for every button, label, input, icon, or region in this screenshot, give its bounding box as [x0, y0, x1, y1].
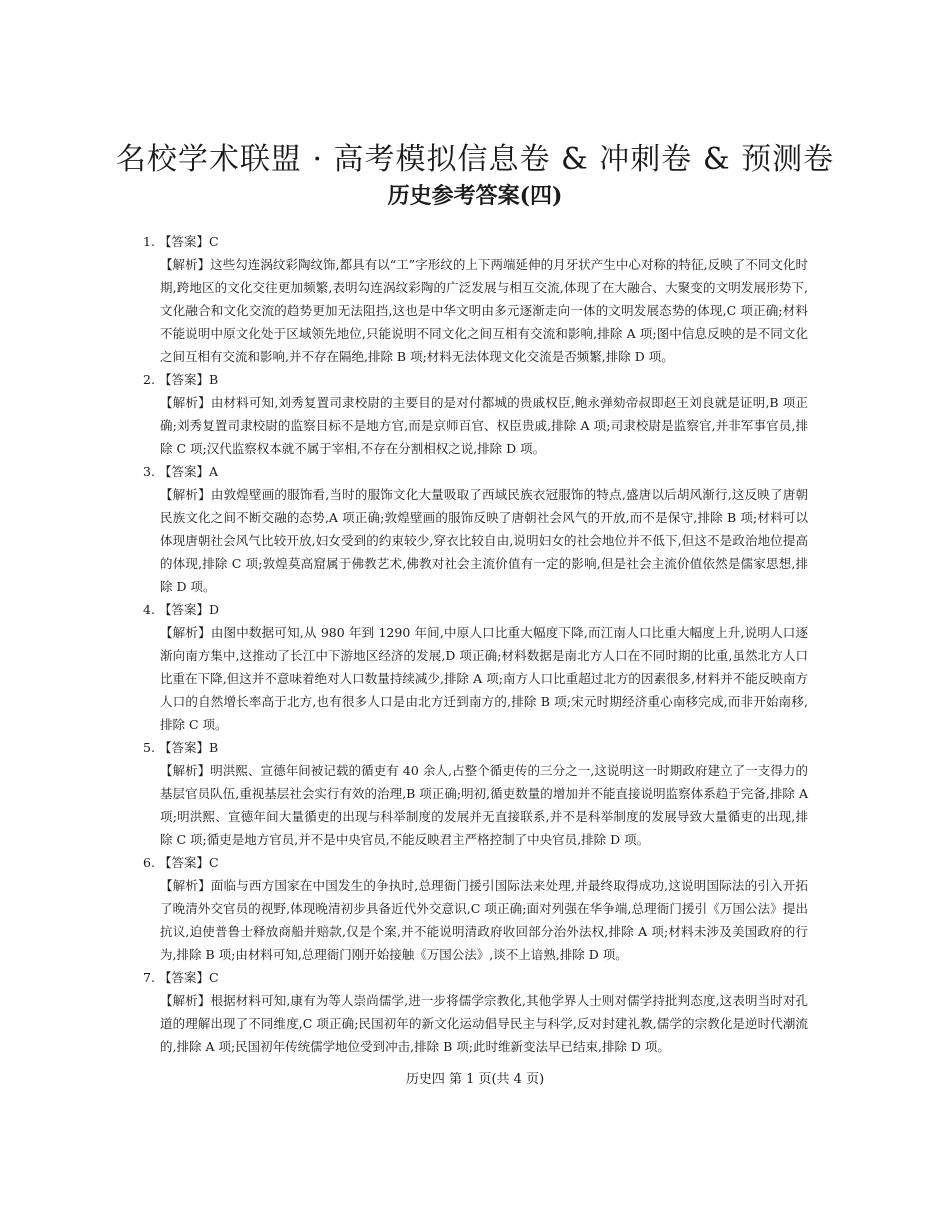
answer-text: 【答案】D — [159, 602, 220, 617]
question-number: 2. — [143, 372, 155, 387]
question-item — [143, 598, 808, 736]
answers-list — [143, 230, 808, 1058]
answer-text: 【答案】A — [159, 464, 219, 479]
page-title: 名校学术联盟 · 高考模拟信息卷 & 冲刺卷 & 预测卷 — [115, 142, 835, 177]
question-answer — [143, 598, 808, 621]
question-analysis: 【解析】明洪熙、宣德年间被记载的循吏有 40 余人,占整个循吏传的三分之一,这说明这一时期政府建立了一支得力的基层官员队伍,重视基层社会实行有效的治理,B 项正确;明初,循吏数量的增加并不能直接说明监察体系趋于完备,排除 A 项;明洪熙、宣德年间大量循吏的出现与科举制度的发展并无直接联系,并不是科举制度的发展导致大量循吏的出现,排除 C 项;循吏是地方官员,并不是中央官员,不能反映君主严格控制了中央官员,排除 D 项。 — [160, 763, 808, 847]
question-analysis: 【解析】面临与西方国家在中国发生的争执时,总理衙门援引国际法来处理,并最终取得成功,这说明国际法的引入开拓了晚清外交官员的视野,体现晚清初步具备近代外交意识,C 项正确;面对列强在华争端,总理衙门援引《万国公法》提出抗议,迫使普鲁士释放商船并赔款,仅是个案,并不能说明清政府收回部分治外法权,排除 A 项;材料未涉及美国政府的行为,排除 B 项;由材料可知,总理衙门刚开始接触《万国公法》,谈不上谙熟,排除 D 项。 — [160, 878, 808, 962]
question-item — [143, 230, 808, 368]
answer-text: 【答案】B — [159, 372, 219, 387]
page-subtitle: 历史参考答案(四) — [387, 183, 563, 209]
question-number: 5. — [143, 740, 155, 755]
answer-text: 【答案】C — [159, 855, 219, 870]
question-answer — [143, 851, 808, 874]
question-item — [143, 368, 808, 460]
question-number: 7. — [143, 970, 155, 985]
question-answer — [143, 460, 808, 483]
question-item — [143, 460, 808, 598]
question-analysis: 【解析】由敦煌壁画的服饰看,当时的服饰文化大量吸取了西域民族衣冠服饰的特点,盛唐以后胡风渐行,这反映了唐朝民族文化之间不断交融的态势,A 项正确;敦煌壁画的服饰反映了唐朝社会风气的开放,而不是保守,排除 B 项;材料可以体现唐朝社会风气比较开放,妇女受到的约束较少,穿衣比较自由,说明妇女的社会地位并不低下,但这不是政治地位提高的体现,排除 C 项;敦煌莫高窟属于佛教艺术,佛教对社会主流价值有一定的影响,但是社会主流价值依然是儒家思想,排除 D 项。 — [160, 487, 808, 594]
page-footer: 历史四 第 1 页(共 4 页) — [405, 1072, 545, 1087]
question-answer — [143, 736, 808, 759]
question-analysis: 【解析】由图中数据可知,从 980 年到 1290 年间,中原人口比重大幅度下降,而江南人口比重大幅度上升,说明人口逐渐向南方集中,这推动了长江中下游地区经济的发展,D 项正确;材料数据是南北方人口在不同时期的比重,虽然北方人口比重在下降,但这并不意味着绝对人口数量持续减少,排除 A 项;南方人口比重超过北方的因素很多,材料并不能反映南方人口的自然增长率高于北方,也有很多人口是由北方迁到南方的,排除 B 项;宋元时期经济重心南移完成,而非开始南移,排除 C 项。 — [160, 625, 808, 732]
question-number: 3. — [143, 464, 155, 479]
question-analysis: 【解析】这些勾连涡纹彩陶纹饰,都具有以“工”字形纹的上下两端延伸的月牙状产生中心对称的特征,反映了不同文化时期,跨地区的文化交往更加频繁,表明勾连涡纹彩陶的广泛发展与相互交流,体现了在大融合、大聚变的文明发展形势下,文化融合和文化交流的趋势更加无法阻挡,这也是中华文明由多元逐渐走向一体的文明发展态势的体现,C 项正确;材料不能说明中原文化处于区域领先地位,只能说明不同文化之间互相有交流和影响,排除 A 项;图中信息反映的是不同文化之间互相有交流和影响,并不存在隔绝,排除 B 项;材料无法体现文化交流是否频繁,排除 D 项。 — [160, 257, 808, 364]
question-number: 6. — [143, 855, 155, 870]
question-item — [143, 736, 808, 851]
question-item — [143, 851, 808, 966]
question-answer — [143, 966, 808, 989]
question-analysis: 【解析】根据材料可知,康有为等人崇尚儒学,进一步将儒学宗教化,其他学界人士则对儒学持批判态度,这表明当时对孔道的理解出现了不同维度,C 项正确;民国初年的新文化运动倡导民主与科学,反对封建礼教,儒学的宗教化是逆时代潮流的,排除 A 项;民国初年传统儒学地位受到冲击,排除 B 项;此时维新变法早已结束,排除 D 项。 — [160, 993, 808, 1054]
question-analysis: 【解析】由材料可知,刘秀复置司隶校尉的主要目的是对付都城的贵戚权臣,鲍永弹劾帝叔即赵王刘良就是证明,B 项正确;刘秀复置司隶校尉的监察目标不是地方官,而是京师百官、权臣贵戚,排除 A 项;司隶校尉是监察官,并非军事官员,排除 C 项;汉代监察权本就不属于宰相,不存在分割相权之说,排除 D 项。 — [160, 395, 808, 456]
answer-text: 【答案】C — [159, 970, 219, 985]
question-number: 4. — [143, 602, 155, 617]
answer-text: 【答案】B — [159, 740, 219, 755]
question-answer — [143, 230, 808, 253]
answer-text: 【答案】C — [159, 234, 219, 249]
question-answer — [143, 368, 808, 391]
question-item — [143, 966, 808, 1058]
question-number: 1. — [143, 234, 155, 249]
